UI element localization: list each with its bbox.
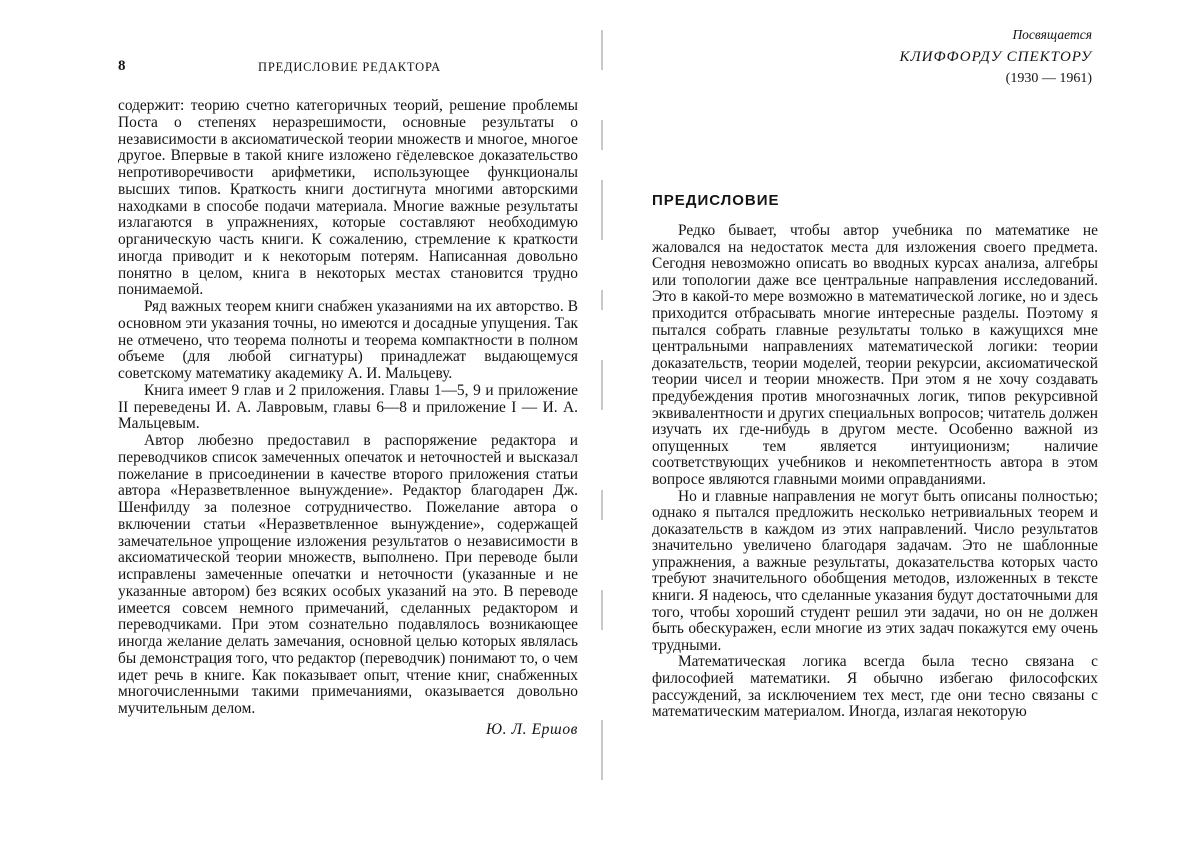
editor-signature: Ю. Л. Ершов (486, 720, 578, 738)
left-paragraph-2: Ряд важных теорем книги снабжен указаниями на их авторство. В основном эти указания точны, но имеются и досадные упущения. Так не отмечено, что теорема полноты и теорема компактности в полном объеме (для любой сигнатуры) принадлежат выдающемуся советскому математику академику А. И. Мальцеву. (118, 298, 578, 382)
right-paragraph-2: Но и главные направления не могут быть описаны полностью; однако я пытался предложить несколько нетривиальных теорем и доказательств в каждом из этих направлений. Число результатов значительно увеличено благодаря задачам. Это не шаблонные упражнения, а важные результаты, доказательства которых часто требуют значительного обобщения методов, изложенных в тексте книги. Я надеюсь, что сделанные указания будут достаточными для того, чтобы хороший студент решил эти задачи, но он не должен быть обескуражен, если многие из этих задач покажутся ему очень трудными. (652, 487, 1098, 654)
left-running-head (118, 56, 578, 80)
left-body-text (118, 98, 578, 718)
section-heading: ПРЕДИСЛОВИЕ (652, 192, 780, 209)
left-page (118, 56, 578, 739)
dedication (880, 24, 1092, 90)
left-paragraph-4: Автор любезно предоставил в распоряжение редактора и переводчиков список замеченных опечаток и неточностей и высказал пожелание в присоединении в качестве второго приложения статьи автора «Неразветвленное вынуждение». Редактор благодарен Дж. Шенфилду за полезное сотрудничество. Пожелание автора о включении статьи «Неразветвленное вынуждение», содержащей замечательное упрощение изложения результатов о независимости в аксиоматической теории множеств, выполнено. При переводе были исправлены замеченные опечатки и неточности (указанные и не указанные автором) без всяких особых указаний на это. В переводе имеется совсем немного примечаний, сделанных редактором и переводчиками. При этом сознательно подавлялось возникающее иногда желание делать замечания, основной целью которых являлась бы демонстрация того, что редактор (переводчик) понимают то, о чем идет речь в книге. Как показывает опыт, чтение книг, снабженных многочисленными такими примечаниями, оказывается довольно мучительным делом. (118, 432, 578, 717)
page-number: 8 (118, 58, 126, 74)
dedication-line-3: (1930 — 1961) (1005, 71, 1092, 86)
right-body-text (652, 223, 1098, 721)
page-gutter (595, 30, 609, 810)
right-paragraph-1: Редко бывает, чтобы автор учебника по математике не жаловался на недостаток места для изложения своего предмета. Сегодня невозможно описать во вводных курсах анализа, алгебры или топологии даже все центральные направления исследований. Это в какой-то мере возможно в математической логике, но и здесь приходится отбрасывать многие интересные разделы. Поэтому я пытался собрать главные результаты только в кажущихся мне центральными направлениях математической логики: теории доказательств, теории моделей, теории рекурсии, аксиоматической теории чисел и теории множеств. При этом я не хочу создавать предубеждения против многозначных логик, типов рекурсивной эквивалентности и других специальных вопросов; читатель должен изучать их где-нибудь в другом месте. Особенно важной из опущенных тем является интуиционизм; наличие соответствующих учебников и некомпетентность автора в этом вопросе являются главными моими оправданиями. (652, 222, 1098, 488)
dedication-line-2: КЛИФФОРДУ СПЕКТОРУ (899, 49, 1092, 65)
running-title: ПРЕДИСЛОВИЕ РЕДАКТОРА (258, 60, 441, 74)
left-paragraph-1: содержит: теорию счетно категоричных теорий, решение проблемы Поста о степенях неразрешимости, основные результаты о независимости в аксиоматической теории множеств и многое, многое другое. Впервые в такой книге изложено гёделевское доказательство непротиворечивости арифметики, использующее функционалы высших типов. Краткость книги достигнута многими авторскими находками в способе подачи материала. Многие важные результаты излагаются в упражнениях, которые составляют необходимую органическую часть книги. К сожалению, стремление к краткости иногда приводит и к некоторым потерям. Написанная довольно понятно в целом, книга в некоторых местах становится трудно понимаемой. (118, 97, 578, 299)
right-page (652, 192, 1098, 721)
dedication-line-1: Посвящается (1012, 27, 1092, 42)
right-paragraph-3: Математическая логика всегда была тесно связана с философией математики. Я обычно избегаю философских рассуждений, за исключением тех мест, где они тесно связаны с математическим материалом. Иногда, излагая некоторую (652, 653, 1098, 721)
left-paragraph-3: Книга имеет 9 глав и 2 приложения. Главы 1—5, 9 и приложение II переведены И. А. Лавровым, главы 6—8 и приложение I — И. А. Мальцевым. (118, 381, 578, 433)
